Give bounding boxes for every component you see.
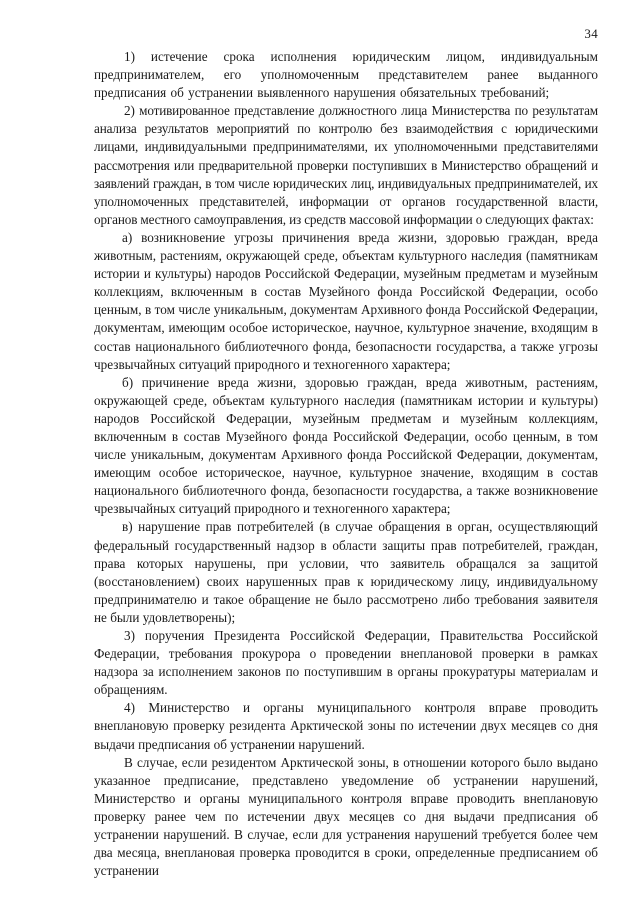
document-body bbox=[94, 48, 598, 880]
paragraph-item-3: 3) поручения Президента Российской Федерации, Правительства Российской Федерации, требования прокурора о проведении внеплановой проверки в рамках надзора за исполнением законов по поступившим в органы прокуратуры материалам и обращениям. bbox=[94, 628, 598, 698]
paragraph-subitem-v: в) нарушение прав потребителей (в случае обращения в орган, осуществляющий федеральный государственный надзор в области защиты прав потребителей, граждан, права которых нарушены, при условии, что заявитель обращался за защитой (восстановлением) своих нарушенных прав к юридическому лицу, индивидуальному предпринимателю и такое обращение не было рассмотрено либо требования заявителя не были удовлетворены); bbox=[94, 519, 598, 625]
paragraph-notification-case: В случае, если резидентом Арктической зоны, в отношении которого было выдано указанное предписание, представлено уведомление об устранении нарушений, Министерство и органы муниципального контроля вправе проводить внеплановую проверку ранее чем по истечении двух месяцев со дня выдачи предписания об устранении нарушений. В случае, если для устранения нарушений требуется более чем два месяца, внеплановая проверка проводится в сроки, определенные предписанием об устранении bbox=[94, 754, 598, 879]
paragraph-subitem-b: б) причинение вреда жизни, здоровью граждан, вреда животным, растениям, окружающей среде, объектам культурного наследия (памятникам истории и культуры) народов Российской Федерации, музейным предметам и музейным коллекциям, включенным в состав Музейного фонда Российской Федерации, особо ценным, в том числе уникальным, документам Архивного фонда Российской Федерации, документам, имеющим особое историческое, научное, культурное значение, входящим в состав национального библиотечного фонда, безопасности государства, а также возникновение чрезвычайных ситуаций природного и техногенного характера; bbox=[94, 374, 598, 517]
paragraph-item-2: 2) мотивированное представление должностного лица Министерства по результатам анализа результатов мероприятий по контролю без взаимодействия с юридическими лицами, индивидуальными предпринимателями, их уполномоченными представителями рассмотрения или предварительной проверки поступивших в Министерство обращений и заявлений граждан, в том числе юридических лиц, индивидуальных предпринимателей, их уполномоченных представителей, информации от органов государственной власти, органов местного самоуправления, из средств массовой информации о следующих фактах: bbox=[94, 103, 598, 227]
paragraph-item-1: 1) истечение срока исполнения юридическим лицом, индивидуальным предпринимателем, его уполномоченным представителем ранее выданного предписания об устранении выявленного нарушения обязательных требований; bbox=[94, 49, 598, 101]
paragraph-subitem-a: а) возникновение угрозы причинения вреда жизни, здоровью граждан, вреда животным, растениям, окружающей среде, объектам культурного наследия (памятникам истории и культуры) народов Российской Федерации, музейным предметам и музейным коллекциям, включенным в состав Музейного фонда Российской Федерации, особо ценным, в том числе уникальным, документам Архивного фонда Российской Федерации, документам, имеющим особое историческое, научное, культурное значение, входящим в состав национального библиотечного фонда, безопасности государства, а также угрозы чрезвычайных ситуаций природного и техногенного характера; bbox=[94, 229, 598, 372]
paragraph-item-4: 4) Министерство и органы муниципального контроля вправе проводить внеплановую проверку резидента Арктической зоны по истечении двух месяцев со дня выдачи предписания об устранении нарушений. bbox=[94, 700, 598, 752]
page-number: 34 bbox=[584, 26, 598, 41]
